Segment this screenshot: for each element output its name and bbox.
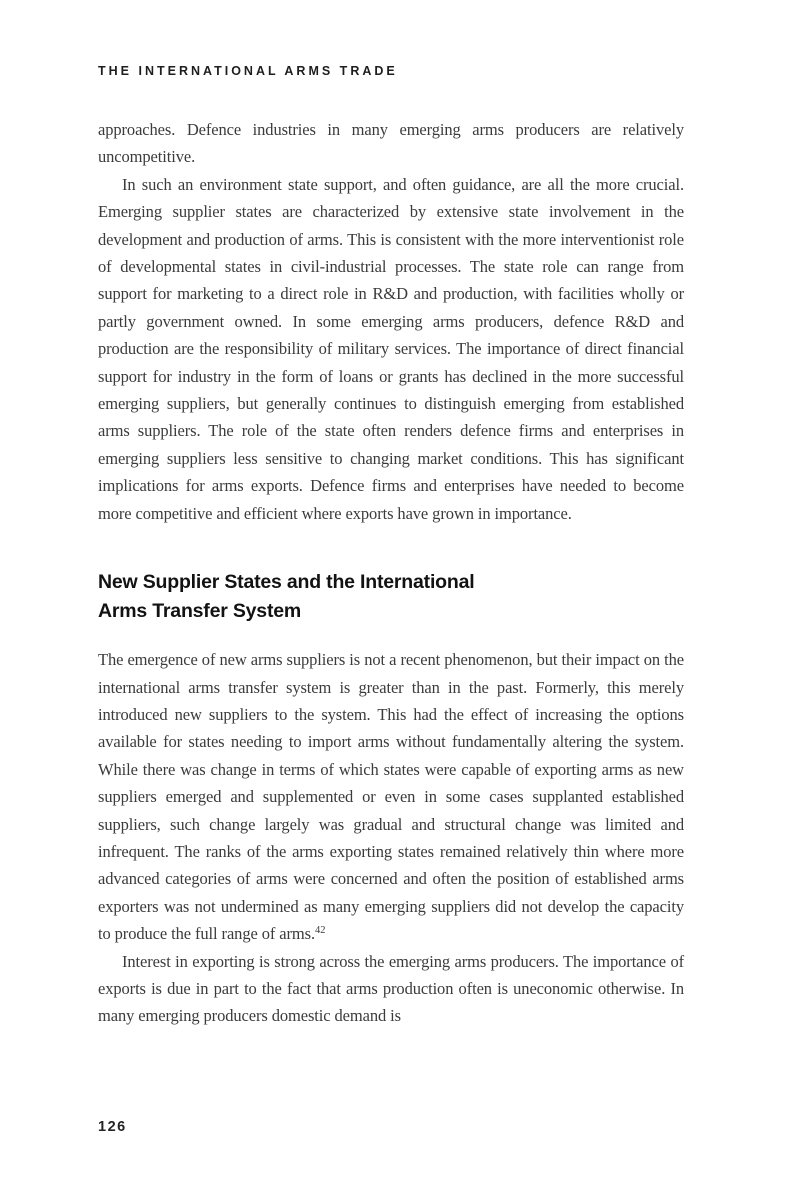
paragraph-state-support: In such an environment state support, and often guidance, are all the more crucial. Emerging supplier states are characterized by extensive state involvement in the development and production of arms. This is consistent with the more interventionist role of developmental states in civil-industrial processes. The state role can range from support for marketing to a direct role in R&D and production, with facilities wholly or partly government owned. In some emerging arms producers, defence R&D and production are the responsibility of military services. The importance of direct financial support for industry in the form of loans or grants has declined in the more successful emerging suppliers, but generally continues to distinguish emerging from established arms suppliers. The role of the state often renders defence firms and enterprises in emerging suppliers less sensitive to changing market conditions. This has significant implications for arms exports. Defence firms and enterprises have needed to become more competitive and efficient where exports have grown in importance. [98, 174, 684, 523]
paragraph-new-suppliers-text: The emergence of new arms suppliers is not a recent phenomenon, but their impact on the international arms transfer system is greater than in the past. Formerly, this merely introduced new suppliers to the system. This had the effect of increasing the options available for states needing to import arms without fundamentally altering the system. While there was change in terms of which states were capable of exporting arms as new suppliers emerged and supplemented or even in some cases supplanted established suppliers, such change largely was gradual and structural change was limited and infrequent. The ranks of the arms exporting states remained relatively thin where more advanced categories of arms were concerned and often the position of established arms exporters was not undermined as many emerging suppliers did not develop the capacity to produce the full range of arms. [98, 650, 684, 944]
section-heading-line-1: New Supplier States and the International [98, 571, 475, 594]
paragraph-export-interest: Interest in exporting is strong across the emerging arms producers. The importance of exports is due in part to the fact that arms production often is uneconomic otherwise. In many emerging producers domestic demand is [98, 951, 684, 1026]
running-header: THE INTERNATIONAL ARMS TRADE [98, 64, 398, 78]
paragraph-new-suppliers [98, 646, 684, 947]
section-heading-line-2: Arms Transfer System [98, 599, 302, 622]
page-number: 126 [98, 1119, 127, 1135]
section-heading [98, 568, 684, 625]
main-text-column [98, 116, 684, 1030]
paragraph-continuation: approaches. Defence industries in many emerging arms producers are relatively uncompetitive. [98, 120, 684, 167]
footnote-marker-42: 42 [314, 924, 326, 936]
